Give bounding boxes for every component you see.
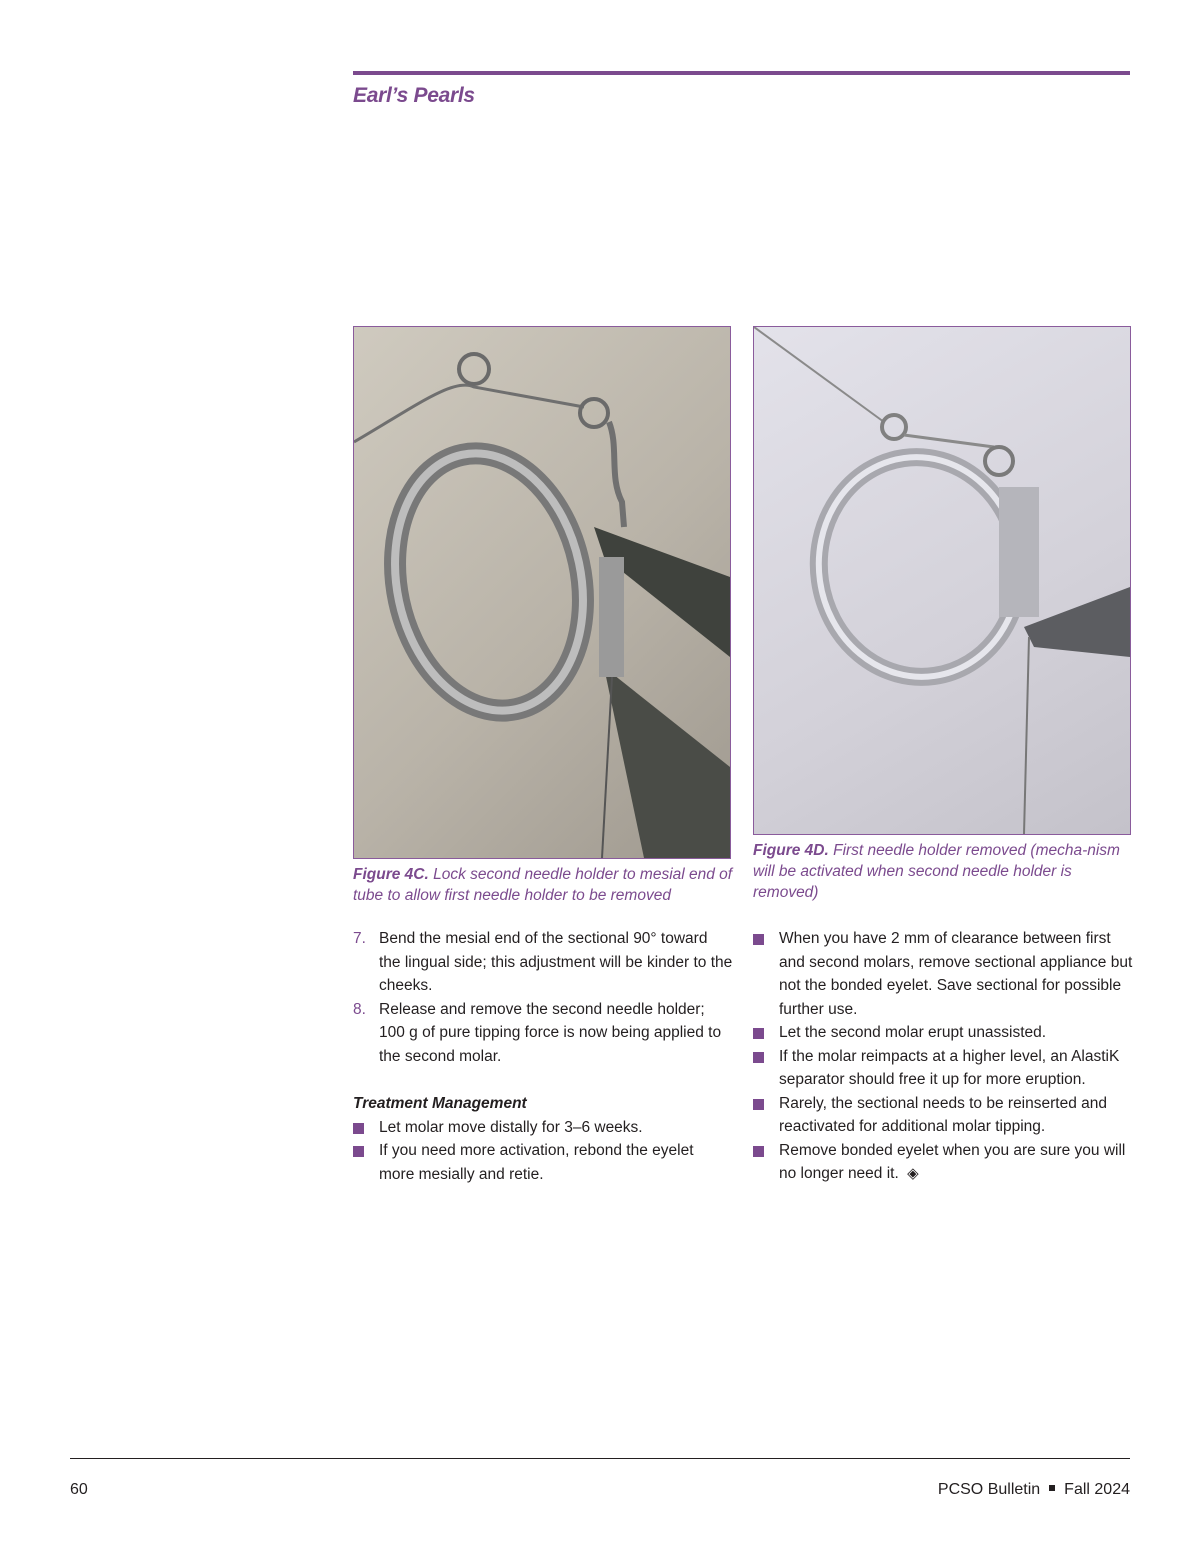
footer-separator-icon — [1049, 1485, 1055, 1491]
end-of-article-icon: ◈ — [907, 1165, 919, 1182]
figure-4c-caption — [353, 864, 733, 906]
figure-4c-caption-text: Lock second needle holder to mesial end of tube to allow first needle holder to be removed — [353, 866, 733, 904]
footer-rule — [70, 1458, 1130, 1459]
bullet-item — [353, 1139, 733, 1186]
figure-4d-label: Figure 4D. — [753, 842, 829, 859]
square-bullet-icon — [753, 1052, 764, 1063]
figure-4c-label: Figure 4C. — [353, 866, 429, 883]
figure-4c-photo — [353, 326, 731, 859]
publication-name: PCSO Bulletin — [937, 1481, 1041, 1498]
bullet-item — [753, 1139, 1133, 1186]
left-column — [353, 927, 733, 1186]
bullet-text: Let the second molar erupt unassisted. — [779, 1024, 1047, 1041]
figure-4d-caption — [753, 840, 1133, 903]
treatment-management-heading: Treatment Management — [353, 1095, 527, 1112]
bullet-item — [353, 1116, 733, 1140]
square-bullet-icon — [753, 1146, 764, 1157]
bullet-text: When you have 2 mm of clearance between first and second molars, remove sectional appliance but not the bonded eyelet. Save sectional for possible further use. — [779, 930, 1133, 1018]
top-rule — [353, 71, 1130, 75]
section-title: Earl’s Pearls — [353, 84, 475, 107]
page-number: 60 — [70, 1481, 88, 1498]
square-bullet-icon — [353, 1146, 364, 1157]
bullet-text: If you need more activation, rebond the eyelet more mesially and retie. — [379, 1142, 694, 1183]
figure-4d-photo — [753, 326, 1131, 835]
step-number: 8. — [353, 1000, 366, 1018]
bullet-item — [753, 1021, 1133, 1045]
figure-4d-caption-text: First needle holder removed (mecha-nism will be activated when second needle holder is removed) — [753, 842, 1120, 901]
step-item — [353, 927, 733, 998]
square-bullet-icon — [753, 1028, 764, 1039]
right-column — [753, 927, 1133, 1186]
molar-band-photo-4c — [354, 327, 730, 858]
molar-band-photo-4d — [754, 327, 1130, 834]
bullet-text: Rarely, the sectional needs to be reinserted and reactivated for additional molar tipping. — [779, 1094, 1107, 1135]
step-item — [353, 998, 733, 1069]
step-number: 7. — [353, 930, 366, 947]
square-bullet-icon — [753, 934, 764, 945]
bullet-item — [753, 927, 1133, 1021]
bullet-text: Remove bonded eyelet when you are sure you will no longer need it. — [779, 1141, 1126, 1182]
step-text: Bend the mesial end of the sectional 90° toward the lingual side; this adjustment will be kinder to the cheeks. — [379, 930, 733, 994]
square-bullet-icon — [753, 1099, 764, 1110]
square-bullet-icon — [353, 1123, 364, 1134]
bullet-item — [753, 1045, 1133, 1092]
issue-date: Fall 2024 — [1064, 1481, 1130, 1498]
footer-publication — [938, 1481, 1130, 1499]
bullet-text: If the molar reimpacts at a higher level, an AlastiK separator should free it up for more eruption. — [779, 1047, 1120, 1088]
bullet-text: Let molar move distally for 3–6 weeks. — [379, 1118, 643, 1136]
step-text: Release and remove the second needle holder; 100 g of pure tipping force is now being applied to the second molar. — [379, 1000, 722, 1065]
bullet-item — [753, 1092, 1133, 1139]
